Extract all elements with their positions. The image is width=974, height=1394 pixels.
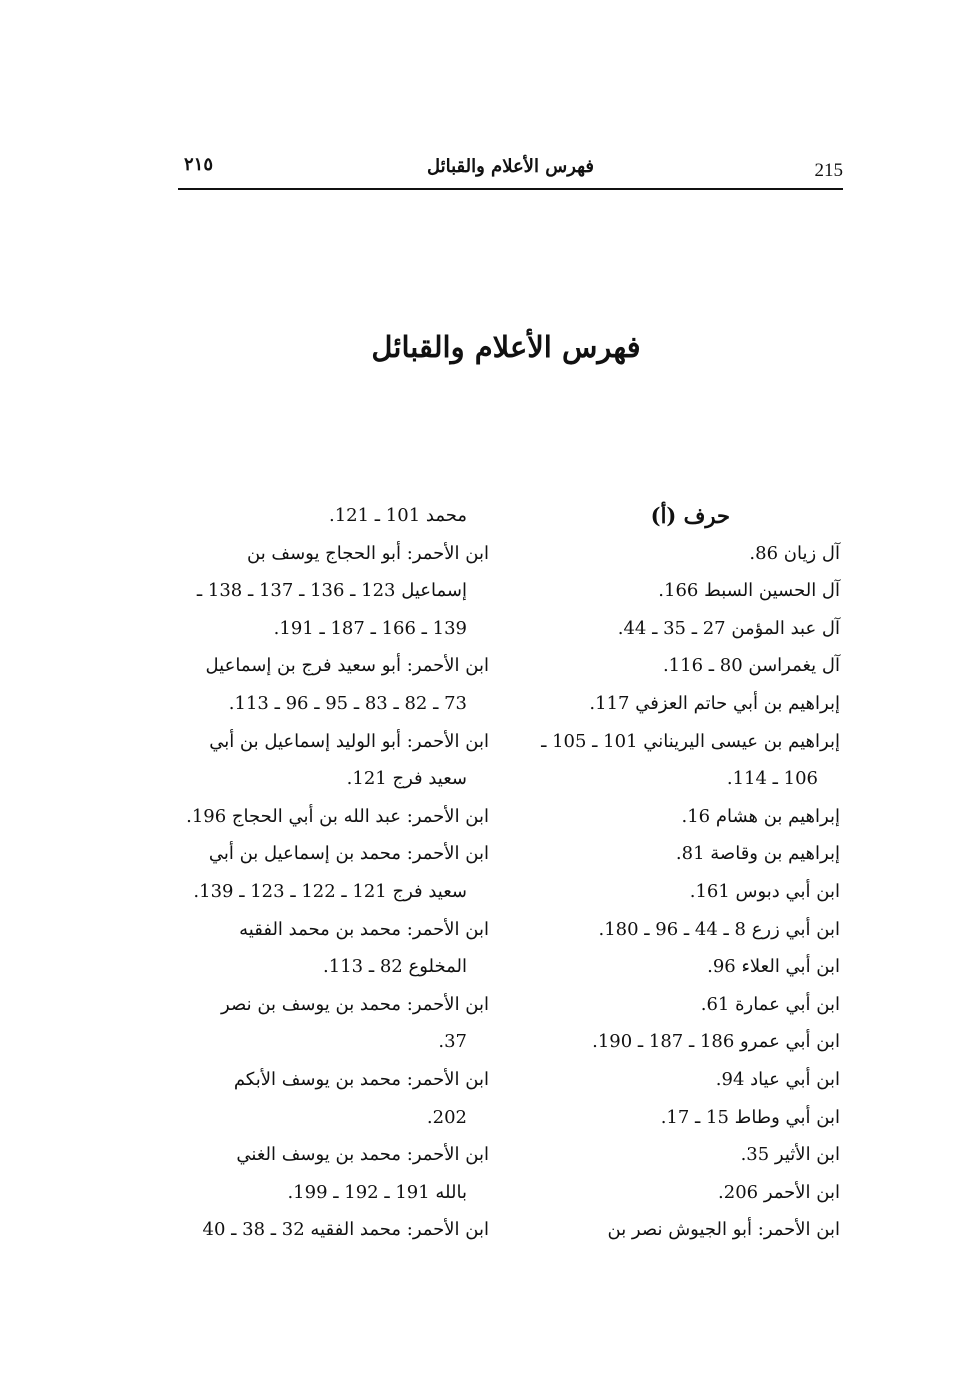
index-entry: ابن الأحمر: أبو الوليد إسماعيل بن أبي bbox=[209, 730, 489, 752]
running-title: فهرس الأعلام والقبائل bbox=[426, 156, 595, 177]
index-entry: ابن أبي عمرو 186 ـ 187 ـ 190. bbox=[592, 1031, 840, 1053]
index-entry: ابن الأحمر: محمد بن محمد الفقيه bbox=[239, 918, 489, 940]
index-entry: ابن الأثير 35. bbox=[740, 1144, 840, 1166]
index-entry-continuation: 139 ـ 166 ـ 187 ـ 191. bbox=[273, 617, 467, 639]
index-entry: ابن الأحمر 206. bbox=[718, 1181, 840, 1203]
index-entry: ابن الأحمر: أبو الجيوش نصر بن bbox=[607, 1219, 840, 1241]
index-column-right bbox=[510, 497, 840, 1249]
index-entry: إبراهيم بن عيسى اليريناني 101 ـ 105 ـ bbox=[541, 730, 840, 752]
index-entry: ابن الأحمر: أبو سعيد فرج بن إسماعيل bbox=[205, 655, 489, 677]
index-entry: إبراهيم بن وقاصة 81. bbox=[675, 843, 840, 865]
index-entry: ابن الأحمر: محمد بن يوسف بن نصر bbox=[221, 993, 489, 1015]
index-entry: ابن أبي وطاط 15 ـ 17. bbox=[660, 1106, 840, 1128]
index-entry: ابن الأحمر: محمد بن إسماعيل بن أبي bbox=[208, 843, 489, 865]
index-entry: ابن أبي العلاء 96. bbox=[707, 956, 840, 978]
index-entry: ابن الأحمر: أبو الحجاج يوسف بن bbox=[247, 542, 489, 564]
index-entry-continuation: إسماعيل 123 ـ 136 ـ 137 ـ 138 ـ bbox=[196, 580, 467, 602]
section-heading: حرف (أ) bbox=[650, 503, 730, 528]
page-title: فهرس الأعلام والقبائل bbox=[371, 330, 641, 364]
index-entry-continuation: سعيد فرج 121. bbox=[346, 768, 467, 790]
index-entry: آل زيان 86. bbox=[749, 542, 840, 564]
index-entry-continuation: 37. bbox=[438, 1031, 467, 1053]
page-number-latin: 215 bbox=[814, 160, 843, 181]
index-entry: آل يغمراسن 80 ـ 116. bbox=[662, 655, 840, 677]
running-header bbox=[178, 150, 843, 190]
index-entry-continuation: 73 ـ 82 ـ 83 ـ 95 ـ 96 ـ 113. bbox=[228, 692, 467, 714]
index-entry-continuation: سعيد فرج 121 ـ 122 ـ 123 ـ 139. bbox=[193, 880, 467, 902]
index-entry: ابن الأحمر: عبد الله بن أبي الحجاج 196. bbox=[186, 805, 489, 827]
index-entry-continuation: 106 ـ 114. bbox=[726, 768, 818, 790]
index-entry: إبراهيم بن هشام 16. bbox=[681, 805, 840, 827]
index-entry: ابن الأحمر: محمد بن يوسف الغني bbox=[236, 1144, 489, 1166]
page-number-arabic: ٢١٥ bbox=[184, 154, 214, 175]
index-entry: آل الحسين السبط 166. bbox=[658, 580, 840, 602]
index-entry: آل عبد المؤمن 27 ـ 35 ـ 44. bbox=[617, 617, 840, 639]
index-entry: إبراهيم بن أبي حاتم العزفي 117. bbox=[589, 692, 840, 714]
index-entry: ابن أبي عمارة 61. bbox=[700, 993, 840, 1015]
index-entry-continuation: 202. bbox=[426, 1106, 467, 1128]
index-entry-continuation: بالله 191 ـ 192 ـ 199. bbox=[287, 1181, 467, 1203]
index-entry-continuation: محمد 101 ـ 121. bbox=[328, 505, 467, 526]
index-entry: ابن أبي دبوس 161. bbox=[689, 880, 840, 902]
index-entry: ابن أبي عياد 94. bbox=[715, 1068, 840, 1090]
index-entry: ابن الأحمر: محمد بن يوسف الأبكم bbox=[233, 1068, 489, 1090]
index-entry: ابن أبي زرع 8 ـ 44 ـ 96 ـ 180. bbox=[598, 918, 840, 940]
index-entry: ابن الأحمر: محمد الفقيه 32 ـ 38 ـ 40 bbox=[202, 1219, 489, 1241]
index-entry-continuation: المخلوع 82 ـ 113. bbox=[323, 956, 467, 978]
index-column-left bbox=[159, 497, 489, 1249]
